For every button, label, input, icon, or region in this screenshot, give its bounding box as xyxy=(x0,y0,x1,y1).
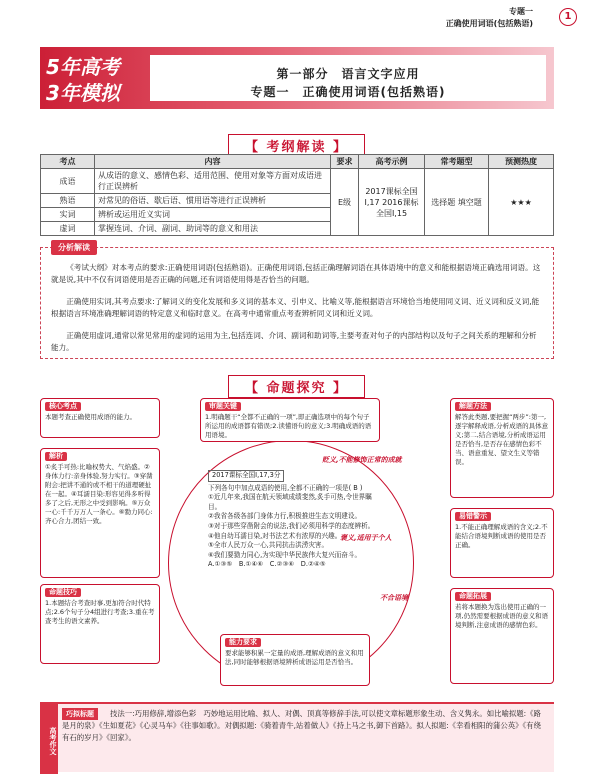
annotation: 不合语境 xyxy=(380,594,408,602)
chapter-subtitle: 正确使用词语(包括熟语) xyxy=(445,19,533,28)
analysis-paragraph-1: 《考试大纲》对本考点的要求:正确使用词语(包括熟语)。正确使用词语,包括正确理解词语在具体语境中的意义和能根据语境正确选用词语。这就是说,其中不仅有词语使用是否正确的问题,还有词语使用得是否恰当的问题。 xyxy=(51,263,541,284)
outline-table xyxy=(40,154,554,236)
page-header xyxy=(0,0,593,40)
tips-tag: 巧拟标题 xyxy=(62,708,98,720)
mind-map xyxy=(40,398,554,698)
table-row: 熟语 对常见的俗语、歇后语、惯用语等进行正误辨析 xyxy=(41,194,554,208)
outline-section-title: 【 考纲解读 】 xyxy=(0,134,593,157)
annotation: 褒义,适用于个人 xyxy=(340,534,392,542)
exam-item: ②我省各级各部门身体力行,积极推进生态文明建设。 xyxy=(208,512,362,521)
question-type-cell: 选择题 填空题 xyxy=(425,169,489,236)
chapter-label: 专题一 xyxy=(509,7,533,16)
explain-box: 解析 ①炙手可热:比喻权势大、气焰盛。②身体力行:亲身体验,努力实行。③穿凿附会:把讲不通的或不相干的道理硬扯在一起。④耳濡目染:形容见得多听得多了之后,无形之中受到影响。⑤万众一心:千千万万人一条心。⑥勠力同心:齐心合力,团结一致。 xyxy=(40,448,160,578)
heat-cell: ★★★ xyxy=(489,169,554,236)
tips-side-label: 高考作文 xyxy=(40,704,58,774)
core-point-box: 核心考点 本题考查正确使用成语的能力。 xyxy=(40,398,160,438)
part-title: 第一部分 语言文字应用 xyxy=(276,67,420,81)
exam-item: ①近几年来,我国在航天领域成绩斐然,炙手可热,令世界瞩目。 xyxy=(208,493,372,511)
table-row: 虚词 掌握连词、介词、副词、助词等的意义和用法 xyxy=(41,222,554,236)
exam-item: ⑤全市人民万众一心,共同抗击洪涝灾害。 xyxy=(208,541,329,550)
question-key-box: 审题关键 1.明确题干“全都不正确的一项”,即正确选项中的每个句子所运用的成语都有错误;2.读懂语句的意义;3.明确成语的语用语境。 xyxy=(200,398,380,442)
analysis-box xyxy=(40,243,554,359)
explore-section-title: 【 命题探究 】 xyxy=(0,375,593,398)
tips-text: 技法一:巧用修辞,增添色彩 巧妙地运用比喻、拟人、对偶、顶真等修辞手法,可以使文章标题形象生动、含义隽永。如比喻拟题:《路是月的泉》《生如夏花》《心灵马车》《往事如歌》。对偶拟题:《骑着青牛,站着做人》《持上马之书,御下首路》。拟人拟题:《幸看相阳的蒲公英》《有绕有石的岁月》《回家》。 xyxy=(62,709,541,742)
extend-box: 命题拓展 若将本题换为选出使用正确的一项,仍然需要根据成语的意义和语境判断,注意成语的感情色彩。 xyxy=(450,588,554,684)
title-banner xyxy=(40,47,554,109)
analysis-paragraph-2: 正确使用实词,其考点要求:了解词义的变化发展和多义词的基本义、引申义、比喻义等,能根据语言环境恰当地使用同义词、近义词和反义词,能根据语言环境准确理解词语的特定意义和临时意义。在高考中通常重点考查辨析同义词和近义词。 xyxy=(51,297,540,318)
exam-options: A.①③⑤ B.①④⑥ C.②③⑥ D.②④⑤ xyxy=(208,560,326,569)
exam-item: ③对于那些穿凿附会的说法,我们必须用科学的态度辨析。 xyxy=(208,521,375,530)
analysis-paragraph-3: 正确使用虚词,通常以常见常用的虚词的运用为主,包括连词、介词、副词和助词等,主要考查对句子的内部结构以及句子之间关系的理解和分析能力。 xyxy=(51,331,537,352)
topic-title: 专题一 正确使用词语(包括熟语) xyxy=(250,85,446,99)
method-box: 解题方法 解答此类题,要把握“两步”:第一,逐字解释成语,分析成语的具体意义;第二,结合语境,分析成语运用是否恰当,是否存在感情色彩不当、语意重复、望文生义等错误。 xyxy=(450,398,554,498)
exam-source: 2017课标全国Ⅰ,17,3分 xyxy=(208,470,284,482)
exam-item: ④他自幼耳濡目染,对书法艺术有浓厚的兴趣。 xyxy=(208,531,342,540)
examples-cell: 2017课标全国Ⅰ,17 2016课标全国Ⅰ,15 xyxy=(359,169,425,236)
requirement-cell: E级 xyxy=(331,169,359,236)
warning-box: 易错警示 1.不能正确理解成语的含义;2.不能结合语境判断成语的使用是否正确。 xyxy=(450,508,554,578)
page-number: 1 xyxy=(559,8,577,26)
banner-title-box xyxy=(150,55,546,101)
ability-box: 能力要求 要求能够积累一定量的成语,理解成语的意义和用法,同时能够根据语境辨析成语运用是否恰当。 xyxy=(220,634,370,686)
exam-question xyxy=(208,470,378,570)
tips-strip xyxy=(40,702,554,772)
annotation: 贬义,不能修饰正常的成就 xyxy=(322,456,402,464)
table-header-row: 考点 内容 要求 高考示例 常考题型 预测热度 xyxy=(41,155,554,169)
exam-stem: 下列各句中加点成语的使用,全都不正确的一项是( B ) xyxy=(208,483,363,492)
table-row: 实词 辨析或运用近义实词 xyxy=(41,208,554,222)
book-logo: 5年高考 3年模拟 xyxy=(46,55,120,105)
skill-box: 命题技巧 1.本题结合考查时事,更加符合时代特点;2.6个句子分4组进行考查;3.重在考查考生的语文素养。 xyxy=(40,584,160,664)
table-row: 成语 从成语的意义、感情色彩、适用范围、使用对象等方面对成语进行正误辨析 E级 2017课标全国Ⅰ,17 2016课标全国Ⅰ,15 选择题 填空题 ★★★ xyxy=(41,169,554,194)
exam-item: ⑥我们要勠力同心,为实现中华民族伟大复兴而奋斗。 xyxy=(208,550,362,559)
analysis-tag: 分析解读 xyxy=(51,240,97,255)
